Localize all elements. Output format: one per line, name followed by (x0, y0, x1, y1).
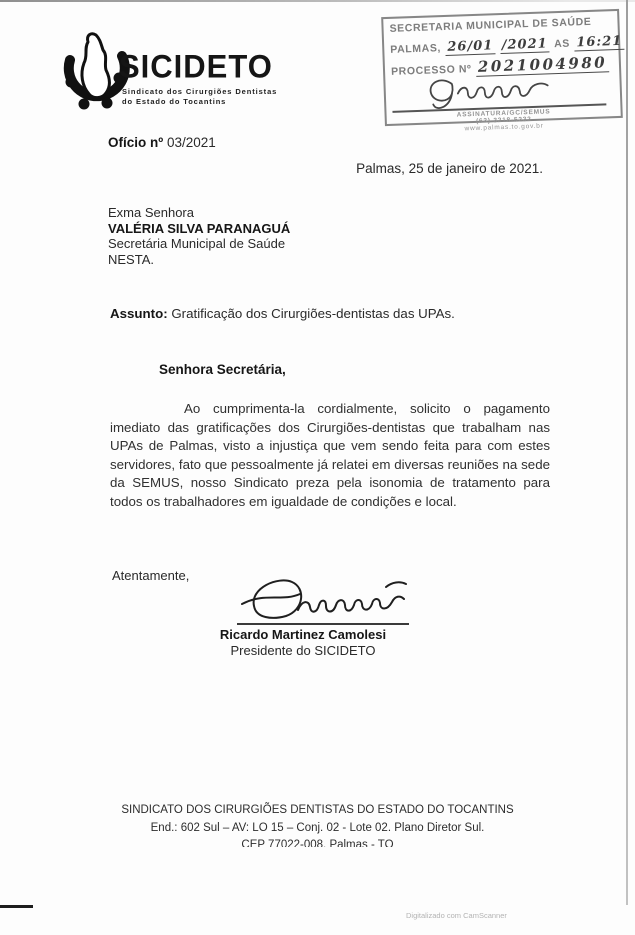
signature-underline (237, 623, 409, 625)
closing-word: Atentamente, (112, 568, 190, 583)
salutation: Senhora Secretária, (159, 362, 286, 377)
recipient-block (108, 205, 290, 267)
recipient-place: NESTA. (108, 251, 154, 267)
scan-edge-top (0, 0, 635, 2)
scan-artifact-bottom-left (0, 905, 33, 908)
footer-cep-line: CEP 77022-008. Palmas - TO (241, 839, 394, 847)
city-date-line: Palmas, 25 de janeiro de 2021. (356, 161, 543, 176)
recipient-name: VALÉRIA SILVA PARANAGUÁ (108, 220, 291, 236)
stamp-year-handwritten: /2021 (499, 36, 549, 54)
org-subtitle-line1: Sindicato dos Cirurgiões Dentistas (122, 87, 278, 96)
stamp-website: www.palmas.to.gov.br (464, 122, 544, 133)
stamp-processo-label: PROCESSO Nº (390, 63, 472, 78)
signer-name: Ricardo Martinez Camolesi (219, 627, 387, 642)
footer-org-line: SINDICATO DOS CIRURGIÕES DENTISTAS DO ESTADO DO TOCANTINS (121, 804, 514, 816)
subject-line (110, 306, 455, 321)
secretaria-received-stamp (381, 9, 623, 133)
stamp-phone: (63) 3218-5232 (475, 115, 532, 125)
footer-address-line: End.: 602 Sul – AV: LO 15 – Conj. 02 - Lote 02. Plano Diretor Sul. (150, 821, 485, 834)
signer-block (210, 627, 396, 658)
stamp-as-label: AS (553, 37, 571, 51)
stamp-city-label: PALMAS, (390, 42, 442, 56)
recipient-salutation: Exma Senhora (108, 205, 194, 220)
stamp-time-handwritten: 16:21 (574, 34, 625, 52)
stamp-processo-number-handwritten: 2021004980 (476, 53, 610, 77)
stamp-assinatura-caption: ASSINATURA/GC/SEMUS (456, 108, 551, 119)
letter-body-paragraph: Ao cumprimenta-la cordialmente, solicito o pagamento imediato das gratificações dos Cirurgiões-dentistas que trabalham nas UPAs de Palmas, visto a injustiça que vem sendo feita para com estes servidores, fato que pessoalmente já relatei em diversas reuniões na sede da SEMUS, nosso Sindicato preza pela isonomia de tratamento para todos os trabalhadores em igualdade de condições e local. (110, 401, 550, 509)
subject-text: Gratificação dos Cirurgiões-dentistas das UPAs. (171, 306, 455, 321)
footer-cep-clip (0, 837, 635, 847)
subject-label: Assunto: (110, 306, 168, 321)
stamp-header: SECRETARIA MUNICIPAL DE SAÚDE (389, 15, 592, 35)
signer-title: Presidente do SICIDETO (230, 642, 376, 658)
oficio-label: Ofício nº (108, 135, 164, 150)
recipient-title: Secretária Municipal de Saúde (108, 236, 286, 251)
org-acronym: SICIDETO (119, 48, 273, 85)
oficio-number: 03/2021 (166, 135, 216, 150)
footer-block (0, 802, 635, 847)
org-subtitle-line2: do Estado do Tocantins (122, 97, 227, 106)
camolesi-signature (240, 574, 408, 626)
stamp-date-handwritten: 26/01 (445, 38, 495, 56)
oficio-number-line (108, 135, 216, 150)
camscanner-watermark: Digitalizado com CamScanner (406, 911, 507, 920)
scan-edge-right (626, 0, 628, 905)
